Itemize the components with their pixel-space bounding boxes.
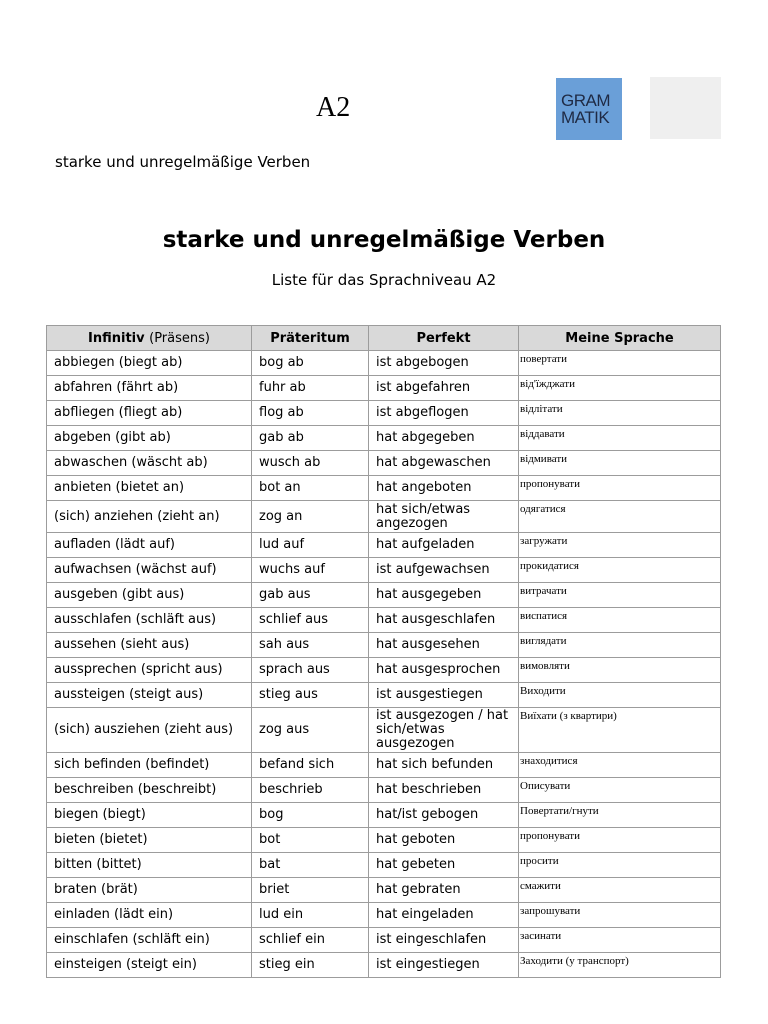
table-row <box>47 928 721 953</box>
cell-meine-sprache: виспатися <box>519 608 721 633</box>
cell-praeteritum: zog an <box>252 501 369 533</box>
cell-praeteritum: fuhr ab <box>252 376 369 401</box>
header-meine-sprache: Meine Sprache <box>519 326 721 351</box>
cell-perfekt: hat sich/etwas angezogen <box>369 501 519 533</box>
table-row <box>47 501 721 533</box>
logo-placeholder-box <box>650 77 721 139</box>
cell-infinitiv: einladen (lädt ein) <box>47 903 252 928</box>
cell-praeteritum: flog ab <box>252 401 369 426</box>
cell-meine-sprache: від'їжджати <box>519 376 721 401</box>
cell-infinitiv: aussehen (sieht aus) <box>47 633 252 658</box>
cell-infinitiv: bitten (bittet) <box>47 853 252 878</box>
table-row <box>47 608 721 633</box>
cell-meine-sprache: Описувати <box>519 778 721 803</box>
cell-meine-sprache: повертати <box>519 351 721 376</box>
cell-praeteritum: befand sich <box>252 753 369 778</box>
cell-meine-sprache: пропонувати <box>519 828 721 853</box>
cell-infinitiv: braten (brät) <box>47 878 252 903</box>
cell-infinitiv: (sich) ausziehen (zieht aus) <box>47 708 252 753</box>
cell-perfekt: hat ausgeschlafen <box>369 608 519 633</box>
cell-meine-sprache: засинати <box>519 928 721 953</box>
cell-meine-sprache: загружати <box>519 533 721 558</box>
cell-meine-sprache: віддавати <box>519 426 721 451</box>
cell-infinitiv: abgeben (gibt ab) <box>47 426 252 451</box>
cell-praeteritum: sprach aus <box>252 658 369 683</box>
cell-infinitiv: aufwachsen (wächst auf) <box>47 558 252 583</box>
cell-meine-sprache: відмивати <box>519 451 721 476</box>
table-row <box>47 451 721 476</box>
cell-perfekt: ist abgefahren <box>369 376 519 401</box>
cell-meine-sprache: Виїхати (з квартири) <box>519 708 721 753</box>
header-infinitiv-label: Infinitiv <box>88 330 145 346</box>
cell-praeteritum: bot <box>252 828 369 853</box>
cell-meine-sprache: вимовляти <box>519 658 721 683</box>
cell-infinitiv: sich befinden (befindet) <box>47 753 252 778</box>
table-row <box>47 953 721 978</box>
cell-meine-sprache: одягатися <box>519 501 721 533</box>
table-row <box>47 533 721 558</box>
cell-meine-sprache: знаходитися <box>519 753 721 778</box>
header-perfekt: Perfekt <box>369 326 519 351</box>
logo-line-1: GRAM <box>561 91 610 110</box>
cell-perfekt: hat abgegeben <box>369 426 519 451</box>
cell-perfekt: hat abgewaschen <box>369 451 519 476</box>
cell-perfekt: hat eingeladen <box>369 903 519 928</box>
verb-rows <box>47 351 721 978</box>
cell-praeteritum: sah aus <box>252 633 369 658</box>
table-row <box>47 426 721 451</box>
cell-meine-sprache: запрошувати <box>519 903 721 928</box>
logo-line-2: MATIK <box>561 108 610 127</box>
cell-infinitiv: beschreiben (beschreibt) <box>47 778 252 803</box>
cell-meine-sprache: Виходити <box>519 683 721 708</box>
cell-praeteritum: gab aus <box>252 583 369 608</box>
cell-perfekt: ist abgebogen <box>369 351 519 376</box>
cell-praeteritum: bot an <box>252 476 369 501</box>
cell-perfekt: ist eingestiegen <box>369 953 519 978</box>
cell-meine-sprache: пропонувати <box>519 476 721 501</box>
table-row <box>47 853 721 878</box>
cell-infinitiv: ausgeben (gibt aus) <box>47 583 252 608</box>
cell-perfekt: hat beschrieben <box>369 778 519 803</box>
cell-praeteritum: wusch ab <box>252 451 369 476</box>
cell-meine-sprache: Повертати/гнути <box>519 803 721 828</box>
cell-infinitiv: einsteigen (steigt ein) <box>47 953 252 978</box>
table-row <box>47 376 721 401</box>
cell-praeteritum: stieg ein <box>252 953 369 978</box>
cell-perfekt: hat gebraten <box>369 878 519 903</box>
table-row <box>47 401 721 426</box>
cell-perfekt: hat ausgesehen <box>369 633 519 658</box>
cell-perfekt: ist eingeschlafen <box>369 928 519 953</box>
cell-perfekt: hat ausgegeben <box>369 583 519 608</box>
table-row <box>47 476 721 501</box>
header-infinitiv <box>47 326 252 351</box>
cell-perfekt: ist abgeflogen <box>369 401 519 426</box>
level-heading: A2 <box>316 92 351 123</box>
cell-praeteritum: lud ein <box>252 903 369 928</box>
cell-infinitiv: biegen (biegt) <box>47 803 252 828</box>
cell-praeteritum: beschrieb <box>252 778 369 803</box>
table-row <box>47 778 721 803</box>
cell-praeteritum: schlief aus <box>252 608 369 633</box>
cell-meine-sprache: виглядати <box>519 633 721 658</box>
table-header-row <box>47 326 721 351</box>
table-row <box>47 903 721 928</box>
cell-perfekt: hat angeboten <box>369 476 519 501</box>
cell-praeteritum: gab ab <box>252 426 369 451</box>
cell-meine-sprache: відлітати <box>519 401 721 426</box>
cell-infinitiv: aufladen (lädt auf) <box>47 533 252 558</box>
cell-praeteritum: zog aus <box>252 708 369 753</box>
cell-meine-sprache: прокидатися <box>519 558 721 583</box>
cell-infinitiv: anbieten (bietet an) <box>47 476 252 501</box>
table-row <box>47 708 721 753</box>
cell-perfekt: hat aufgeladen <box>369 533 519 558</box>
cell-perfekt: hat geboten <box>369 828 519 853</box>
cell-infinitiv: ausschlafen (schläft aus) <box>47 608 252 633</box>
cell-meine-sprache: Заходити (у транспорт) <box>519 953 721 978</box>
cell-praeteritum: bog <box>252 803 369 828</box>
header-praeteritum: Präteritum <box>252 326 369 351</box>
table-row <box>47 633 721 658</box>
cell-infinitiv: abbiegen (biegt ab) <box>47 351 252 376</box>
verb-table <box>46 325 721 978</box>
cell-infinitiv: abfahren (fährt ab) <box>47 376 252 401</box>
cell-perfekt: ist aufgewachsen <box>369 558 519 583</box>
table-row <box>47 658 721 683</box>
page-title: starke und unregelmäßige Verben <box>162 227 606 253</box>
cell-meine-sprache: просити <box>519 853 721 878</box>
table-row <box>47 683 721 708</box>
cell-perfekt: ist ausgestiegen <box>369 683 519 708</box>
cell-infinitiv: abwaschen (wäscht ab) <box>47 451 252 476</box>
cell-infinitiv: aussprechen (spricht aus) <box>47 658 252 683</box>
header-subtitle: starke und unregelmäßige Verben <box>55 153 311 171</box>
table-row <box>47 878 721 903</box>
cell-praeteritum: bog ab <box>252 351 369 376</box>
cell-praeteritum: lud auf <box>252 533 369 558</box>
cell-praeteritum: stieg aus <box>252 683 369 708</box>
table-row <box>47 753 721 778</box>
cell-infinitiv: einschlafen (schläft ein) <box>47 928 252 953</box>
page-subtitle: Liste für das Sprachniveau A2 <box>271 271 497 289</box>
cell-praeteritum: wuchs auf <box>252 558 369 583</box>
cell-perfekt: hat/ist gebogen <box>369 803 519 828</box>
cell-perfekt: hat ausgesprochen <box>369 658 519 683</box>
grammatik-logo <box>556 78 622 140</box>
cell-infinitiv: (sich) anziehen (zieht an) <box>47 501 252 533</box>
cell-infinitiv: aussteigen (steigt aus) <box>47 683 252 708</box>
table-row <box>47 351 721 376</box>
cell-meine-sprache: витрачати <box>519 583 721 608</box>
header-praesens-label: (Präsens) <box>149 330 210 346</box>
cell-praeteritum: schlief ein <box>252 928 369 953</box>
cell-infinitiv: bieten (bietet) <box>47 828 252 853</box>
table-row <box>47 803 721 828</box>
cell-praeteritum: briet <box>252 878 369 903</box>
table-row <box>47 828 721 853</box>
table-row <box>47 558 721 583</box>
cell-meine-sprache: смажити <box>519 878 721 903</box>
cell-infinitiv: abfliegen (fliegt ab) <box>47 401 252 426</box>
table-row <box>47 583 721 608</box>
cell-perfekt: hat gebeten <box>369 853 519 878</box>
cell-perfekt: hat sich befunden <box>369 753 519 778</box>
cell-perfekt: ist ausgezogen / hat sich/etwas ausgezogen <box>369 708 519 753</box>
cell-praeteritum: bat <box>252 853 369 878</box>
